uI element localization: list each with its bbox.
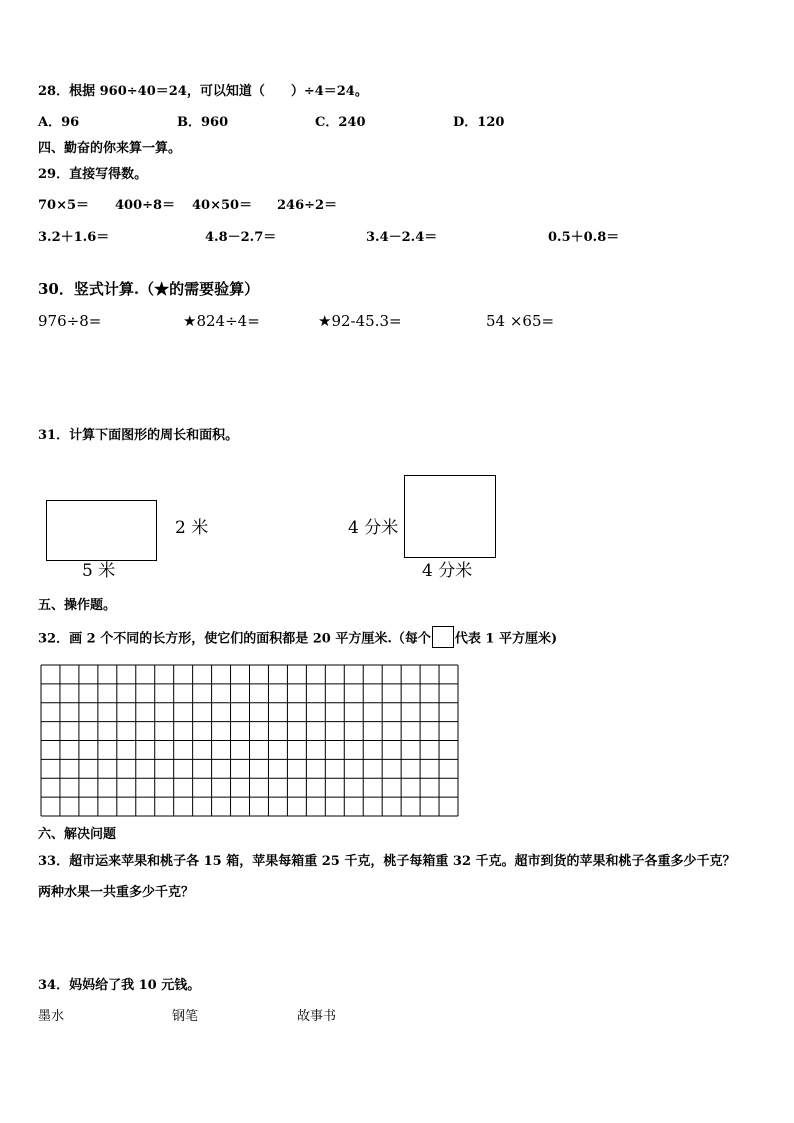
rectangle-width-label: 2 米 xyxy=(175,518,209,538)
section6-title: 六、解决问题 xyxy=(38,827,117,842)
square-bottom-label: 4 分米 xyxy=(422,561,473,581)
q29-item: 246÷2＝ xyxy=(277,198,338,213)
q28-stem: 28．根据 960÷40＝24，可以知道（ ）÷4＝24。 xyxy=(38,84,368,99)
rectangle-figure xyxy=(46,500,157,561)
section5-title: 五、操作题。 xyxy=(38,598,117,613)
rectangle-length-label: 5 米 xyxy=(82,561,116,581)
q29-stem: 29．直接写得数。 xyxy=(38,167,148,182)
q32-stem-after: 代表 1 平方厘米) xyxy=(454,631,558,647)
q29-item: 4.8－2.7＝ xyxy=(205,230,277,245)
q33-line1: 33．超市运来苹果和桃子各 15 箱，苹果每箱重 25 千克，桃子每箱重 32 千克。超市到货的苹果和桃子各重多少千克？ xyxy=(38,854,736,869)
q29-item: 3.4－2.4＝ xyxy=(366,230,438,245)
q32-stem-before: 32．画 2 个不同的长方形，使它们的面积都是 20 平方厘米.（每个 xyxy=(38,631,431,647)
q30-item: 54 ×65= xyxy=(486,312,555,330)
q30-item: ★824÷4= xyxy=(183,312,260,330)
q28-option-b: B．960 xyxy=(177,115,229,130)
q34-item-pen: 钢笔 xyxy=(172,1009,199,1024)
q30-stem: 30．竖式计算.（★的需要验算） xyxy=(38,280,260,298)
drawing-grid[interactable] xyxy=(40,664,459,817)
q34-item-storybook: 故事书 xyxy=(297,1009,337,1024)
section4-title: 四、勤奋的你来算一算。 xyxy=(38,141,182,156)
q30-item: ★92-45.3= xyxy=(318,312,402,330)
q29-item: 3.2＋1.6＝ xyxy=(38,230,110,245)
square-figure xyxy=(404,475,496,558)
unit-square-icon xyxy=(432,626,454,648)
q34-item-ink: 墨水 xyxy=(38,1009,65,1024)
q28-option-a: A．96 xyxy=(38,115,80,130)
q29-item: 400÷8＝ xyxy=(115,198,176,213)
q29-item: 70×5＝ xyxy=(38,198,90,213)
q33-line2: 两种水果一共重多少千克？ xyxy=(38,885,195,900)
q29-item: 40×50＝ xyxy=(192,198,253,213)
q28-option-d: D．120 xyxy=(453,115,505,130)
q32-stem xyxy=(38,630,557,648)
q30-item: 976÷8= xyxy=(38,312,102,330)
q34-stem: 34．妈妈给了我 10 元钱。 xyxy=(38,978,201,993)
q29-item: 0.5＋0.8＝ xyxy=(548,230,620,245)
q31-stem: 31．计算下面图形的周长和面积。 xyxy=(38,428,239,443)
square-side-label: 4 分米 xyxy=(348,518,399,538)
q28-option-c: C．240 xyxy=(315,115,366,130)
